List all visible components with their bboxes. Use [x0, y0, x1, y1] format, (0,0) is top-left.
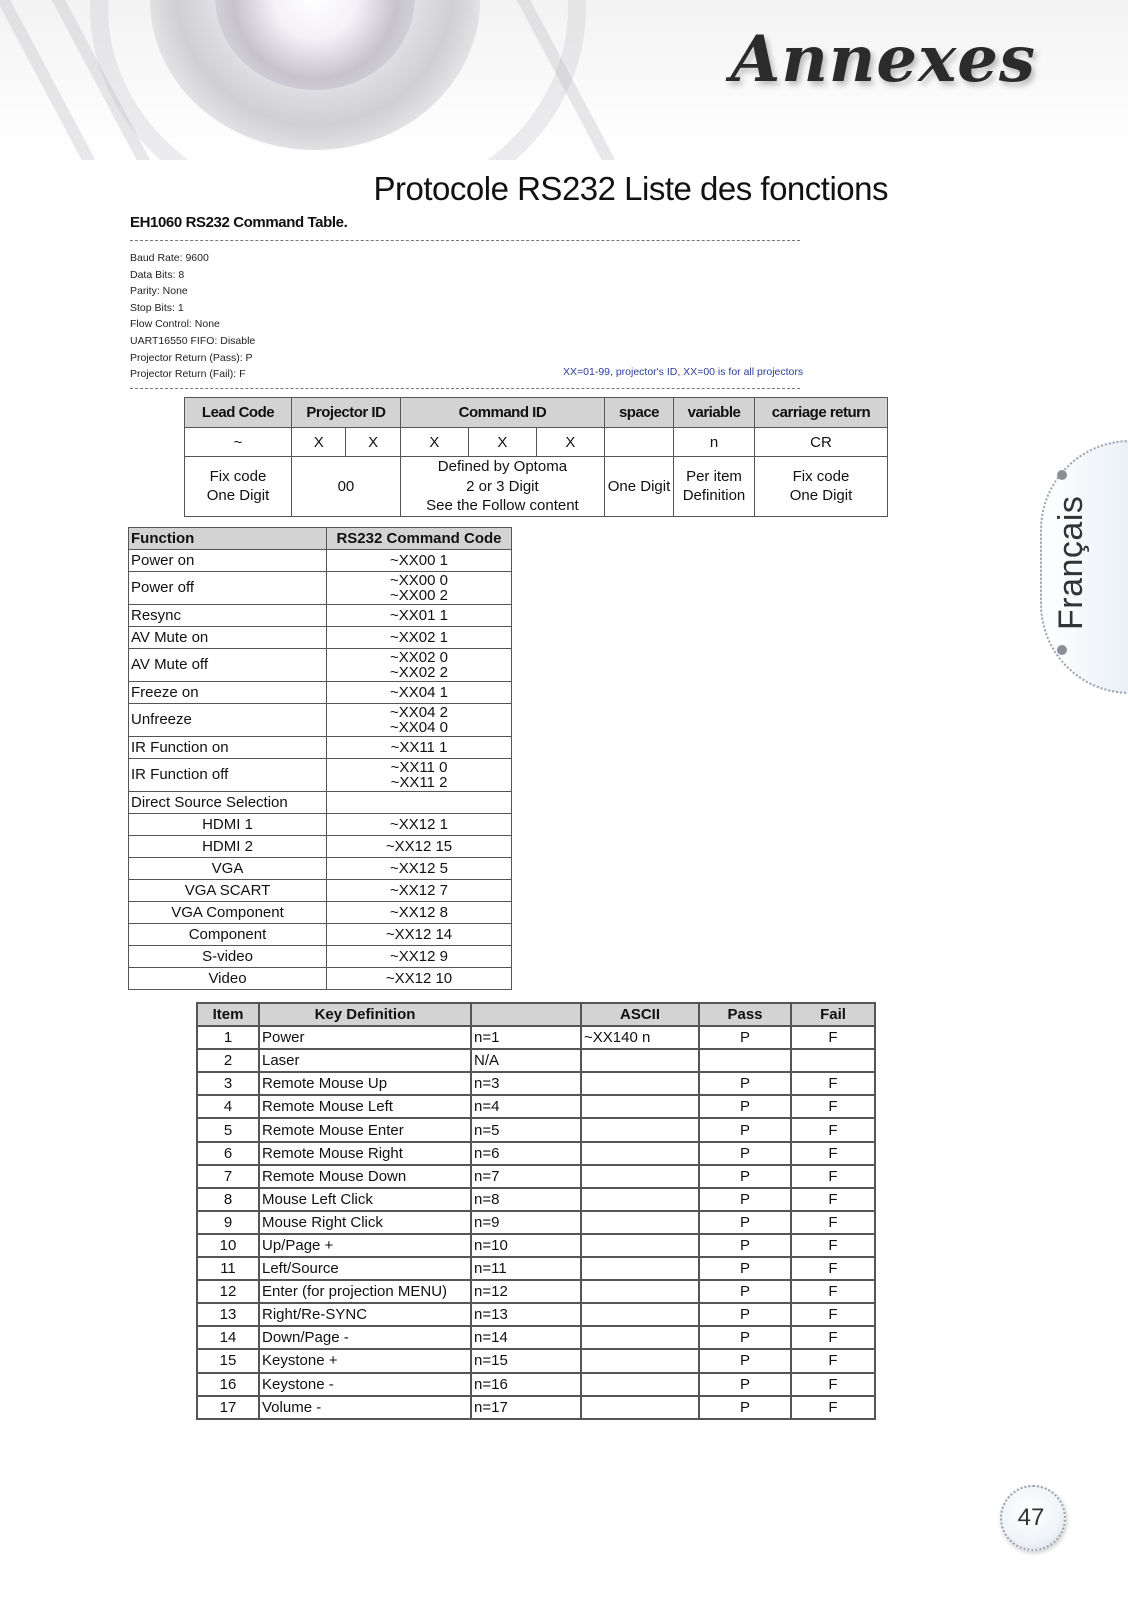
function-name: HDMI 1	[129, 814, 327, 836]
header-space: space	[605, 398, 674, 428]
key-row	[197, 1349, 875, 1372]
command-code	[327, 682, 512, 704]
key-row	[197, 1257, 875, 1280]
function-name: AV Mute on	[129, 627, 327, 649]
command-code-line: ~XX12 14	[385, 925, 453, 943]
key-cell-fail: F	[791, 1257, 875, 1280]
key-cell-variable: n=10	[471, 1234, 581, 1257]
key-cell-key-definition: Mouse Left Click	[259, 1188, 471, 1211]
key-cell-key-definition: Power	[259, 1026, 471, 1049]
function-row	[129, 946, 512, 968]
command-code-line: ~XX01 1	[390, 606, 448, 624]
function-row	[129, 627, 512, 649]
function-row	[129, 605, 512, 627]
space-description: One Digit	[605, 457, 674, 517]
key-cell-variable: N/A	[471, 1049, 581, 1072]
function-name: VGA SCART	[129, 880, 327, 902]
key-cell-ascii	[581, 1396, 699, 1419]
command-code	[327, 627, 512, 649]
projector-id-note: XX=01-99, projector's ID, XX=00 is for all projectors	[563, 366, 804, 378]
key-cell-fail: F	[791, 1234, 875, 1257]
command-code	[327, 572, 512, 605]
carriage-return-description	[755, 457, 888, 517]
key-cell-ascii	[581, 1303, 699, 1326]
function-row	[129, 737, 512, 759]
key-cell-fail: F	[791, 1349, 875, 1372]
dashed-divider	[130, 240, 800, 241]
command-code	[327, 737, 512, 759]
function-row	[129, 550, 512, 572]
description-line: Fix code	[792, 467, 850, 485]
key-cell-fail: F	[791, 1373, 875, 1396]
key-cell-key-definition: Laser	[259, 1049, 471, 1072]
key-cell-pass: P	[699, 1026, 791, 1049]
format-symbol-row	[185, 428, 888, 457]
key-cell-fail: F	[791, 1095, 875, 1118]
key-cell-ascii	[581, 1118, 699, 1141]
symbol-cell: CR	[755, 428, 888, 457]
key-cell-item: 3	[197, 1072, 259, 1095]
function-name: IR Function off	[129, 759, 327, 792]
key-row	[197, 1303, 875, 1326]
key-cell-item: 7	[197, 1165, 259, 1188]
format-header-row	[185, 398, 888, 428]
key-cell-key-definition: Remote Mouse Enter	[259, 1118, 471, 1141]
key-cell-pass: P	[699, 1373, 791, 1396]
key-cell-pass: P	[699, 1165, 791, 1188]
key-cell-key-definition: Right/Re-SYNC	[259, 1303, 471, 1326]
command-code	[327, 550, 512, 572]
setting-return-pass: Projector Return (Pass): P	[130, 351, 253, 364]
key-cell-item: 2	[197, 1049, 259, 1072]
description-line: Fix code	[209, 467, 267, 485]
key-cell-fail	[791, 1049, 875, 1072]
key-cell-key-definition: Up/Page +	[259, 1234, 471, 1257]
dashed-divider	[130, 388, 800, 389]
key-cell-variable: n=17	[471, 1396, 581, 1419]
function-header-row	[129, 528, 512, 550]
function-name: VGA	[129, 858, 327, 880]
key-cell-fail: F	[791, 1072, 875, 1095]
key-cell-key-definition: Remote Mouse Left	[259, 1095, 471, 1118]
setting-return-fail: Projector Return (Fail): F	[130, 368, 246, 381]
key-cell-key-definition: Mouse Right Click	[259, 1211, 471, 1234]
command-code-line: ~XX11 1	[390, 738, 448, 756]
key-cell-variable: n=4	[471, 1095, 581, 1118]
function-command-table	[128, 527, 512, 990]
key-cell-fail: F	[791, 1142, 875, 1165]
header-variable: variable	[674, 398, 755, 428]
function-row	[129, 649, 512, 682]
key-cell-key-definition: Volume -	[259, 1396, 471, 1419]
command-code-line: ~XX02 2	[390, 664, 448, 681]
key-cell-key-definition: Keystone +	[259, 1349, 471, 1372]
key-cell-pass: P	[699, 1142, 791, 1165]
key-row	[197, 1280, 875, 1303]
header-key-definition: Key Definition	[259, 1003, 471, 1026]
key-cell-fail: F	[791, 1211, 875, 1234]
command-code	[327, 968, 512, 990]
header-fail: Fail	[791, 1003, 875, 1026]
section-title: Annexes	[730, 22, 1036, 97]
key-row	[197, 1373, 875, 1396]
key-cell-variable: n=12	[471, 1280, 581, 1303]
function-name: Direct Source Selection	[129, 792, 327, 814]
function-row	[129, 880, 512, 902]
key-cell-ascii	[581, 1234, 699, 1257]
key-cell-ascii	[581, 1349, 699, 1372]
function-row	[129, 902, 512, 924]
key-row	[197, 1118, 875, 1141]
function-name: AV Mute off	[129, 649, 327, 682]
key-cell-variable: n=1	[471, 1026, 581, 1049]
language-tab-label: Français	[1052, 495, 1090, 630]
symbol-cell: X	[346, 428, 400, 457]
command-code-line: ~XX00 1	[390, 551, 448, 569]
function-row	[129, 924, 512, 946]
function-name: S-video	[129, 946, 327, 968]
page-title: Protocole RS232 Liste des fonctions	[373, 170, 888, 207]
header-lead-code: Lead Code	[185, 398, 292, 428]
command-code-line: ~XX12 15	[385, 837, 453, 855]
key-cell-pass	[699, 1049, 791, 1072]
key-cell-key-definition: Keystone -	[259, 1373, 471, 1396]
command-code	[327, 704, 512, 737]
header-carriage-return: carriage return	[755, 398, 888, 428]
function-name: Unfreeze	[129, 704, 327, 737]
key-row	[197, 1142, 875, 1165]
key-cell-ascii	[581, 1049, 699, 1072]
key-cell-item: 11	[197, 1257, 259, 1280]
tab-dot	[1057, 645, 1067, 655]
command-code-line: ~XX11 0	[390, 759, 448, 776]
key-cell-variable: n=5	[471, 1118, 581, 1141]
key-cell-item: 13	[197, 1303, 259, 1326]
symbol-cell: X	[400, 428, 468, 457]
key-cell-ascii	[581, 1072, 699, 1095]
function-row	[129, 572, 512, 605]
key-cell-fail: F	[791, 1118, 875, 1141]
key-cell-item: 16	[197, 1373, 259, 1396]
key-cell-pass: P	[699, 1349, 791, 1372]
key-cell-item: 6	[197, 1142, 259, 1165]
function-row	[129, 858, 512, 880]
key-cell-item: 8	[197, 1188, 259, 1211]
key-cell-variable: n=15	[471, 1349, 581, 1372]
key-cell-pass: P	[699, 1303, 791, 1326]
function-rows	[129, 550, 512, 990]
symbol-cell: ~	[185, 428, 292, 457]
function-name: Component	[129, 924, 327, 946]
key-cell-variable: n=11	[471, 1257, 581, 1280]
key-cell-fail: F	[791, 1303, 875, 1326]
setting-flow-control: Flow Control: None	[130, 318, 220, 331]
key-row	[197, 1095, 875, 1118]
key-cell-ascii	[581, 1280, 699, 1303]
function-row	[129, 836, 512, 858]
key-cell-ascii	[581, 1142, 699, 1165]
key-cell-pass: P	[699, 1326, 791, 1349]
key-cell-pass: P	[699, 1188, 791, 1211]
key-cell-ascii	[581, 1373, 699, 1396]
command-code	[327, 946, 512, 968]
command-code-line: ~XX00 0	[390, 572, 448, 589]
command-code	[327, 836, 512, 858]
key-cell-item: 9	[197, 1211, 259, 1234]
key-cell-fail: F	[791, 1165, 875, 1188]
serial-settings-list	[130, 250, 255, 383]
setting-parity: Parity: None	[130, 285, 188, 298]
key-cell-item: 1	[197, 1026, 259, 1049]
key-row	[197, 1049, 875, 1072]
command-code-line: ~XX02 1	[390, 628, 448, 646]
command-code-line: ~XX12 9	[390, 947, 448, 965]
key-cell-key-definition: Left/Source	[259, 1257, 471, 1280]
key-cell-fail: F	[791, 1396, 875, 1419]
page-number: 47	[1017, 1504, 1045, 1531]
command-code-line: ~XX12 5	[390, 859, 448, 877]
key-cell-variable: n=13	[471, 1303, 581, 1326]
key-cell-fail: F	[791, 1280, 875, 1303]
key-cell-ascii	[581, 1326, 699, 1349]
symbol-cell: n	[674, 428, 755, 457]
function-row	[129, 968, 512, 990]
function-name: Power off	[129, 572, 327, 605]
key-cell-item: 10	[197, 1234, 259, 1257]
symbol-cell: X	[536, 428, 604, 457]
key-cell-pass: P	[699, 1234, 791, 1257]
header-function: Function	[129, 528, 327, 550]
command-code	[327, 814, 512, 836]
key-row	[197, 1165, 875, 1188]
format-description-row	[185, 457, 888, 517]
header-blank	[471, 1003, 581, 1026]
description-line: Per item	[686, 467, 742, 485]
description-line: Definition	[682, 487, 746, 505]
command-code	[327, 792, 512, 814]
command-code	[327, 902, 512, 924]
key-cell-variable: n=9	[471, 1211, 581, 1234]
key-cell-fail: F	[791, 1188, 875, 1211]
key-cell-key-definition: Enter (for projection MENU)	[259, 1280, 471, 1303]
header-projector-id: Projector ID	[292, 398, 401, 428]
table-subtitle: EH1060 RS232 Command Table.	[130, 214, 348, 231]
function-name: Resync	[129, 605, 327, 627]
command-code-line: ~XX04 1	[390, 683, 448, 701]
command-code	[327, 759, 512, 792]
command-code-line: ~XX12 1	[390, 815, 448, 833]
key-cell-variable: n=8	[471, 1188, 581, 1211]
tab-dot	[1057, 470, 1067, 480]
header-item: Item	[197, 1003, 259, 1026]
command-code-line: ~XX00 2	[390, 587, 448, 604]
key-cell-ascii	[581, 1211, 699, 1234]
function-row	[129, 682, 512, 704]
key-row	[197, 1188, 875, 1211]
key-cell-item: 12	[197, 1280, 259, 1303]
command-code-line: ~XX04 2	[390, 704, 448, 721]
key-cell-fail: F	[791, 1326, 875, 1349]
setting-stop-bits: Stop Bits: 1	[130, 301, 184, 314]
function-row	[129, 704, 512, 737]
key-header-row	[197, 1003, 875, 1026]
command-code-line: ~XX04 0	[390, 719, 448, 736]
key-cell-key-definition: Remote Mouse Right	[259, 1142, 471, 1165]
function-row	[129, 759, 512, 792]
key-cell-ascii: ~XX140 n	[581, 1026, 699, 1049]
function-name: Video	[129, 968, 327, 990]
key-definition-table	[196, 1002, 876, 1420]
key-cell-pass: P	[699, 1211, 791, 1234]
function-name: IR Function on	[129, 737, 327, 759]
function-row	[129, 814, 512, 836]
key-cell-fail: F	[791, 1026, 875, 1049]
function-name: HDMI 2	[129, 836, 327, 858]
variable-description	[674, 457, 755, 517]
description-line: One Digit	[789, 487, 853, 505]
command-code-line: ~XX12 7	[390, 881, 448, 899]
key-cell-item: 15	[197, 1349, 259, 1372]
setting-baud-rate: Baud Rate: 9600	[130, 252, 209, 264]
header-command-code: RS232 Command Code	[327, 528, 512, 550]
key-cell-item: 14	[197, 1326, 259, 1349]
description-line: See the Follow content	[426, 497, 579, 514]
command-code	[327, 880, 512, 902]
key-row	[197, 1072, 875, 1095]
function-name: Power on	[129, 550, 327, 572]
command-code-line: ~XX12 10	[385, 969, 453, 987]
function-name: Freeze on	[129, 682, 327, 704]
header-ascii: ASCII	[581, 1003, 699, 1026]
key-cell-item: 4	[197, 1095, 259, 1118]
projector-id-description: 00	[292, 457, 401, 517]
function-name: VGA Component	[129, 902, 327, 924]
key-cell-pass: P	[699, 1280, 791, 1303]
key-cell-pass: P	[699, 1257, 791, 1280]
key-cell-variable: n=7	[471, 1165, 581, 1188]
key-cell-ascii	[581, 1257, 699, 1280]
command-code-line: ~XX02 0	[390, 649, 448, 666]
key-row	[197, 1396, 875, 1419]
key-cell-ascii	[581, 1095, 699, 1118]
key-rows	[197, 1026, 875, 1419]
description-line: Defined by Optoma	[437, 458, 568, 475]
key-row	[197, 1234, 875, 1257]
key-cell-key-definition: Remote Mouse Down	[259, 1165, 471, 1188]
command-code	[327, 649, 512, 682]
command-code	[327, 924, 512, 946]
command-code	[327, 858, 512, 880]
symbol-cell: X	[468, 428, 536, 457]
header-command-id: Command ID	[400, 398, 604, 428]
command-code-line: ~XX12 8	[390, 903, 448, 921]
key-cell-pass: P	[699, 1072, 791, 1095]
header-pass: Pass	[699, 1003, 791, 1026]
key-row	[197, 1026, 875, 1049]
key-cell-pass: P	[699, 1118, 791, 1141]
key-cell-variable: n=14	[471, 1326, 581, 1349]
light-streak	[0, 0, 98, 160]
key-cell-item: 5	[197, 1118, 259, 1141]
key-cell-variable: n=6	[471, 1142, 581, 1165]
key-row	[197, 1211, 875, 1234]
key-cell-item: 17	[197, 1396, 259, 1419]
key-cell-variable: n=3	[471, 1072, 581, 1095]
key-row	[197, 1326, 875, 1349]
setting-fifo: UART16550 FIFO: Disable	[130, 334, 256, 347]
key-cell-pass: P	[699, 1396, 791, 1419]
key-cell-key-definition: Down/Page -	[259, 1326, 471, 1349]
description-line: One Digit	[206, 487, 270, 505]
symbol-cell	[605, 428, 674, 457]
lead-code-description	[185, 457, 292, 517]
command-code	[327, 605, 512, 627]
symbol-cell: X	[292, 428, 346, 457]
command-id-description	[400, 457, 604, 517]
command-format-table	[184, 397, 888, 517]
command-code-line: ~XX11 2	[390, 774, 448, 791]
function-row	[129, 792, 512, 814]
key-cell-ascii	[581, 1165, 699, 1188]
key-cell-ascii	[581, 1188, 699, 1211]
key-cell-pass: P	[699, 1095, 791, 1118]
key-cell-key-definition: Remote Mouse Up	[259, 1072, 471, 1095]
setting-data-bits: Data Bits: 8	[130, 268, 185, 281]
description-line: 2 or 3 Digit	[466, 477, 539, 495]
key-cell-variable: n=16	[471, 1373, 581, 1396]
